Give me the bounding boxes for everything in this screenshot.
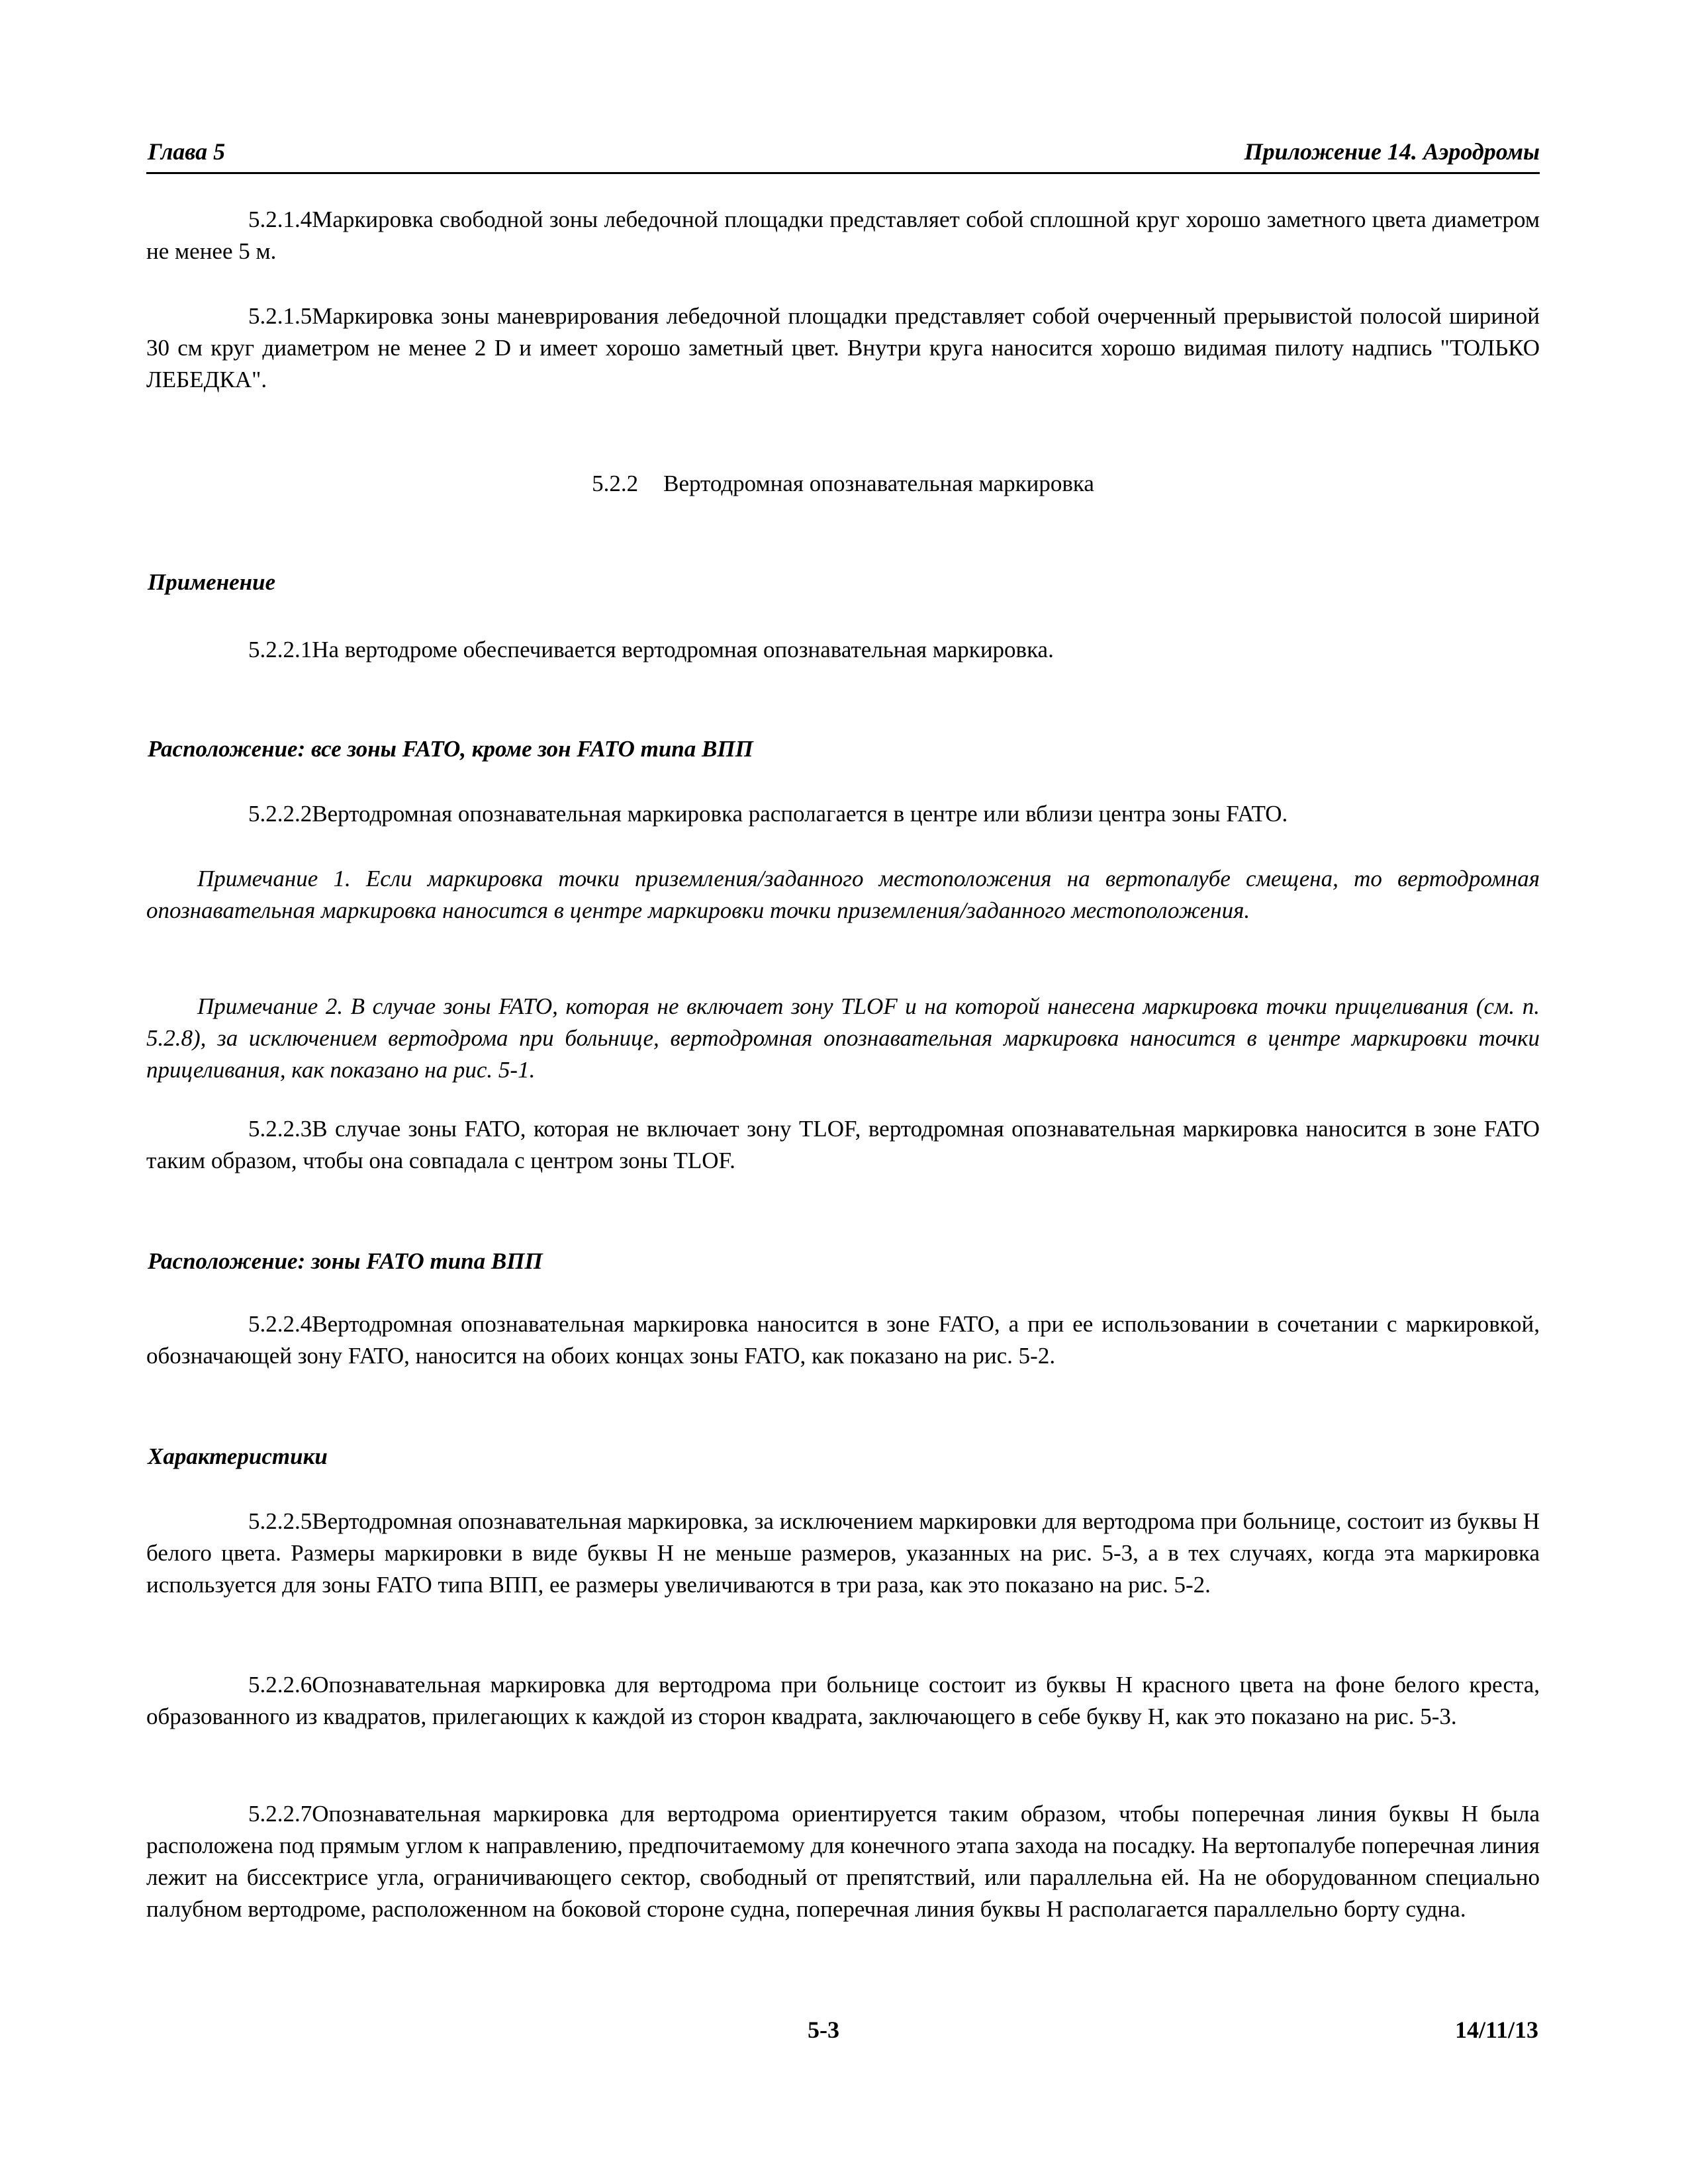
paragraph-number: 5.2.2.7 <box>248 1801 312 1827</box>
subheading-location-runway: Расположение: зоны FATO типа ВПП <box>148 1248 543 1274</box>
chapter-label: Глава 5 <box>148 138 226 165</box>
paragraph-5-2-1-5 <box>146 300 1540 396</box>
paragraph-text: Опознавательная маркировка для вертодрома при больнице состоит из буквы H красного цвета на фоне белого креста, образованного из квадратов, прилегающих к каждой из сторон квадрата, заключающего в себе букву H, как это показано на рис. 5-3. <box>146 1672 1540 1729</box>
paragraph-text: Маркировка свободной зоны лебедочной площадки представляет собой сплошной круг хорошо заметного цвета диаметром не менее 5 м. <box>146 206 1540 264</box>
revision-date: 14/11/13 <box>1454 2017 1538 2043</box>
paragraph-number: 5.2.2.3 <box>248 1116 312 1142</box>
paragraph-5-2-2-4 <box>146 1308 1540 1372</box>
paragraph-text: Опознавательная маркировка для вертодрома ориентируется таким образом, чтобы поперечная линия буквы H была расположена под прямым углом к направлению, предпочитаемому для конечного этапа захода на посадку. На вертопалубе поперечная линия лежит на биссектрисе угла, ограничивающего сектор, свободный от препятствий, или параллельна ей. На не оборудованном специально палубном вертодроме, расположенном на боковой стороне судна, поперечная линия буквы H располагается параллельно борту судна. <box>146 1801 1540 1922</box>
paragraph-number: 5.2.1.4 <box>248 206 312 232</box>
paragraph-text: Вертодромная опознавательная маркировка, за исключением маркировки для вертодрома при больнице, состоит из буквы H белого цвета. Размеры маркировки в виде буквы H не меньше размеров, указанных на рис. 5-3, а в тех случаях, когда эта маркировка используется для зоны FATO типа ВПП, ее размеры увеличиваются в три раза, как это показано на рис. 5-2. <box>146 1508 1540 1598</box>
paragraph-5-2-2-6 <box>146 1669 1540 1733</box>
paragraph-number: 5.2.2.5 <box>248 1508 312 1534</box>
page-header <box>146 132 1540 174</box>
paragraph-text: Маркировка зоны маневрирования лебедочной площадки представляет собой очерченный прерывистой полосой шириной 30 см круг диаметром не менее 2 D и имеет хорошо заметный цвет. Внутри круга наносится хорошо видимая пилоту надпись "ТОЛЬКО ЛЕБЕДКА". <box>146 303 1540 392</box>
paragraph-5-2-2-1 <box>146 634 1540 666</box>
paragraph-text: На вертодроме обеспечивается вертодромная опознавательная маркировка. <box>312 637 1054 662</box>
paragraph-5-2-2-5 <box>146 1506 1540 1601</box>
subheading-location-all: Расположение: все зоны FATO, кроме зон FATO типа ВПП <box>148 736 753 762</box>
paragraph-number: 5.2.2.6 <box>248 1672 312 1698</box>
subheading-characteristics: Характеристики <box>148 1443 328 1469</box>
paragraph-number: 5.2.2.4 <box>248 1311 312 1337</box>
paragraph-text: Вертодромная опознавательная маркировка располагается в центре или вблизи центра зоны FATO. <box>312 801 1288 827</box>
paragraph-number: 5.2.2.1 <box>248 637 312 662</box>
section-number: 5.2.2 <box>592 471 639 496</box>
section-title: Вертодромная опознавательная маркировка <box>663 471 1094 496</box>
note-1: Примечание 1. Если маркировка точки приземления/заданного местоположения на вертопалубе смещена, то вертодромная опознавательная маркировка наносится в центре маркировки точки приземления/заданного местоположения. <box>146 866 1540 923</box>
paragraph-5-2-1-4 <box>146 204 1540 267</box>
paragraph-text: Вертодромная опознавательная маркировка наносится в зоне FATO, а при ее использовании в сочетании с маркировкой, обозначающей зону FATO, наносится на обоих концах зоны FATO, как показано на рис. 5-2. <box>146 1311 1540 1369</box>
section-heading <box>146 468 1540 500</box>
paragraph-5-2-2-7 <box>146 1798 1540 1925</box>
paragraph-text: В случае зоны FATO, которая не включает зону TLOF, вертодромная опознавательная маркировка наносится в зоне FATO таким образом, чтобы она совпадала с центром зоны TLOF. <box>146 1116 1540 1173</box>
subheading-application: Применение <box>148 569 276 595</box>
page-number: 5-3 <box>808 2017 839 2043</box>
paragraph-number: 5.2.1.5 <box>248 303 312 329</box>
paragraph-number: 5.2.2.2 <box>248 801 312 827</box>
paragraph-5-2-2-2 <box>146 798 1540 830</box>
paragraph-5-2-2-3 <box>146 1113 1540 1177</box>
note-2: Примечание 2. В случае зоны FATO, которая не включает зону TLOF и на которой нанесена маркировка точки прицеливания (см. п. 5.2.8), за исключением вертодрома при больнице, вертодромная опознавательная маркировка наносится в центре маркировки точки прицеливания, как показано на рис. 5-1. <box>146 993 1540 1083</box>
annex-label: Приложение 14. Аэродромы <box>1244 138 1540 165</box>
